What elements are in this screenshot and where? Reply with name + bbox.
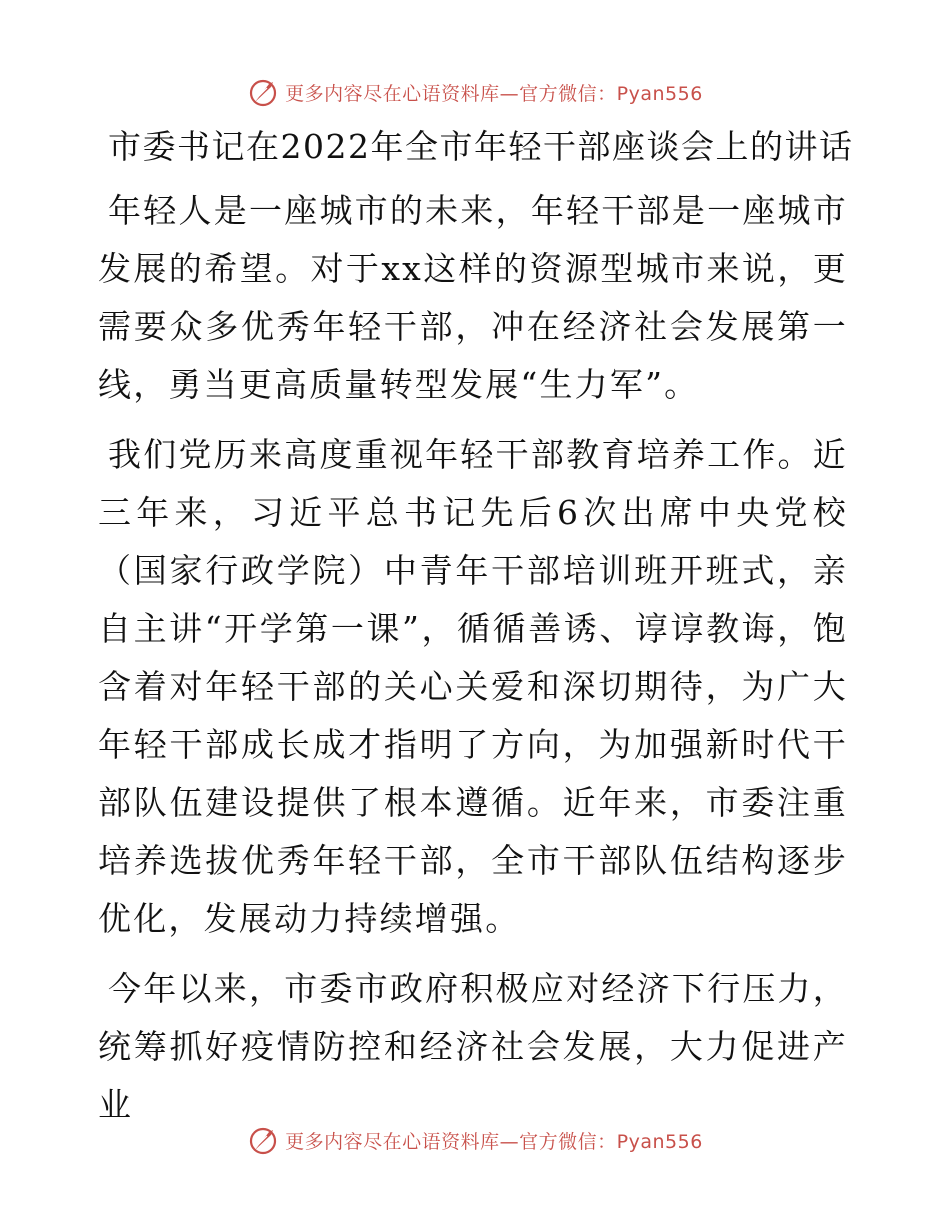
quill-logo-icon bbox=[247, 1124, 279, 1156]
watermark-text: 更多内容尽在心语资料库—官方微信：Pyan556 bbox=[285, 82, 703, 105]
paragraph: 我们党历来高度重视年轻干部教育培养工作。近三年来，习近平总书记先后6次出席中央党校（国家行政学院）中青年干部培训班开班式，亲自主讲“开学第一课”，循循善诱、谆谆教诲，饱含着对年轻干部的关心关爱和深切期待，为广大年轻干部成长成才指明了方向，为加强新时代干部队伍建设提供了根本遵循。近年来，市委注重培养选拔优秀年轻干部，全市干部队伍结构逐步优化，发展动力持续增强。 bbox=[98, 435, 848, 938]
document-body bbox=[98, 124, 854, 1134]
paragraph: 年轻人是一座城市的未来，年轻干部是一座城市发展的希望。对于xx这样的资源型城市来说，更需要众多优秀年轻干部，冲在经济社会发展第一线，勇当更高质量转型发展“生力军”。 bbox=[98, 191, 848, 404]
watermark-text: 更多内容尽在心语资料库—官方微信：Pyan556 bbox=[285, 1130, 703, 1153]
footer-watermark-banner bbox=[0, 1120, 950, 1160]
document-title: 市委书记在2022年全市年轻干部座谈会上的讲话 bbox=[108, 127, 854, 166]
header-watermark-banner bbox=[0, 72, 950, 112]
quill-logo-icon bbox=[247, 76, 279, 108]
paragraph: 今年以来，市委市政府积极应对经济下行压力，统筹抓好疫情防控和经济社会发展，大力促进产业 bbox=[98, 969, 848, 1124]
